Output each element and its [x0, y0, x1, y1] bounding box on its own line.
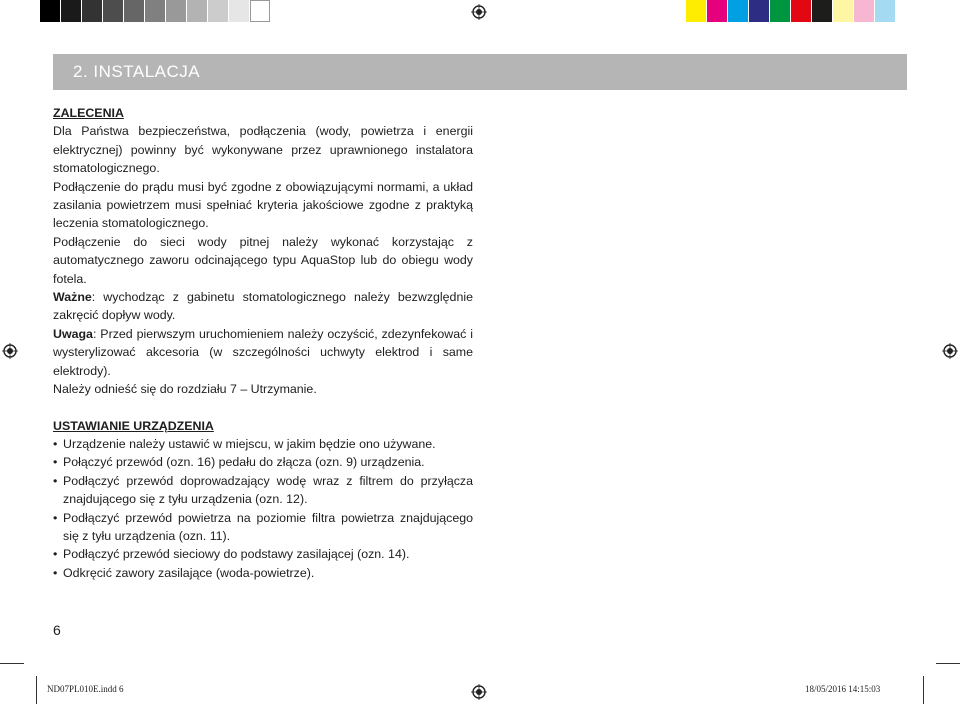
color-swatch — [124, 0, 144, 22]
bullet: • — [53, 455, 58, 470]
footer-filename: ND07PL010E.indd 6 — [47, 684, 124, 694]
color-swatch — [707, 0, 727, 22]
color-swatch — [250, 0, 270, 22]
important-note — [53, 288, 473, 325]
color-swatch — [686, 0, 706, 22]
registration-mark-icon — [942, 343, 958, 359]
section-title: 2. INSTALACJA — [73, 62, 201, 81]
section-header-band — [53, 54, 907, 90]
placement-list — [53, 435, 473, 582]
paragraph: Dla Państwa bezpieczeństwa, podłączenia (wody, powietrza i energii elektrycznej) powinny być wykonywane przez uprawnionego instalatora stomatologicznego. — [53, 124, 473, 176]
crop-mark — [936, 663, 960, 664]
color-swatch — [40, 0, 60, 22]
paragraph: Podłączenie do prądu musi być zgodne z obowiązującymi normami, a układ zasilania powietrzem musi spełniać kryteria jakościowe zgodne z praktyką leczenia stomatologicznego. — [53, 179, 473, 231]
color-swatch — [166, 0, 186, 22]
list-item: • Podłączyć przewód doprowadzający wodę wraz z filtrem do przyłącza znajdującego się z tyłu urządzenia (ozn. 12). — [53, 473, 473, 507]
warning-note — [53, 325, 473, 380]
main-content — [53, 104, 473, 582]
footer-timestamp: 18/05/2016 14:15:03 — [805, 684, 881, 694]
warning-text: : Przed pierwszym uruchomieniem należy oczyścić, zdezynfekować i wysterylizować akcesoria (w szczególności uchwyty elektrod i same elektrody). — [53, 326, 473, 378]
color-swatch — [145, 0, 165, 22]
color-swatch — [61, 0, 81, 22]
color-swatch — [875, 0, 895, 22]
bullet: • — [53, 473, 58, 488]
color-swatch — [791, 0, 811, 22]
color-swatch — [82, 0, 102, 22]
paragraph: Podłączenie do sieci wody pitnej należy wykonać korzystając z automatycznego zaworu odcinającego typu AquaStop lub do obiegu wody fotela. — [53, 234, 473, 286]
registration-mark-icon — [471, 684, 487, 700]
warning-label: Uwaga — [53, 326, 93, 341]
paragraph: Należy odnieść się do rozdziału 7 – Utrzymanie. — [53, 382, 317, 397]
color-swatch — [833, 0, 853, 22]
list-item: • Podłączyć przewód powietrza na poziomie filtra powietrza znajdującego się z tyłu urządzenia (ozn. 11). — [53, 510, 473, 543]
color-swatch — [103, 0, 123, 22]
color-swatch — [749, 0, 769, 22]
list-item: • Połączyć przewód (ozn. 16) pedału do złącza (ozn. 9) urządzenia. — [53, 453, 473, 471]
color-swatch — [854, 0, 874, 22]
bullet: • — [53, 565, 58, 580]
important-text: : wychodząc z gabinetu stomatologicznego należy bezwzględnie zakręcić dopływ wody. — [53, 290, 473, 323]
color-swatch — [187, 0, 207, 22]
registration-mark-icon — [2, 343, 18, 359]
placement-heading: USTAWIANIE URZĄDZENIA — [53, 418, 214, 433]
list-item: • Podłączyć przewód sieciowy do podstawy zasilającej (ozn. 14). — [53, 545, 473, 563]
crop-mark — [36, 676, 37, 704]
important-label: Ważne — [53, 290, 92, 305]
recommendations-heading: ZALECENIA — [53, 106, 124, 120]
page-number: 6 — [53, 622, 61, 638]
list-item: • Urządzenie należy ustawić w miejscu, w jakim będzie ono używane. — [53, 435, 473, 453]
crop-mark — [0, 663, 24, 664]
list-item: • Odkręcić zawory zasilające (woda-powietrze). — [53, 564, 473, 582]
color-swatch — [229, 0, 249, 22]
color-swatch — [770, 0, 790, 22]
bullet: • — [53, 510, 58, 525]
registration-mark-icon — [471, 4, 487, 20]
crop-mark — [923, 676, 924, 704]
color-swatch — [728, 0, 748, 22]
color-swatch — [812, 0, 832, 22]
color-swatch — [208, 0, 228, 22]
bullet: • — [53, 547, 58, 562]
bullet: • — [53, 436, 58, 451]
